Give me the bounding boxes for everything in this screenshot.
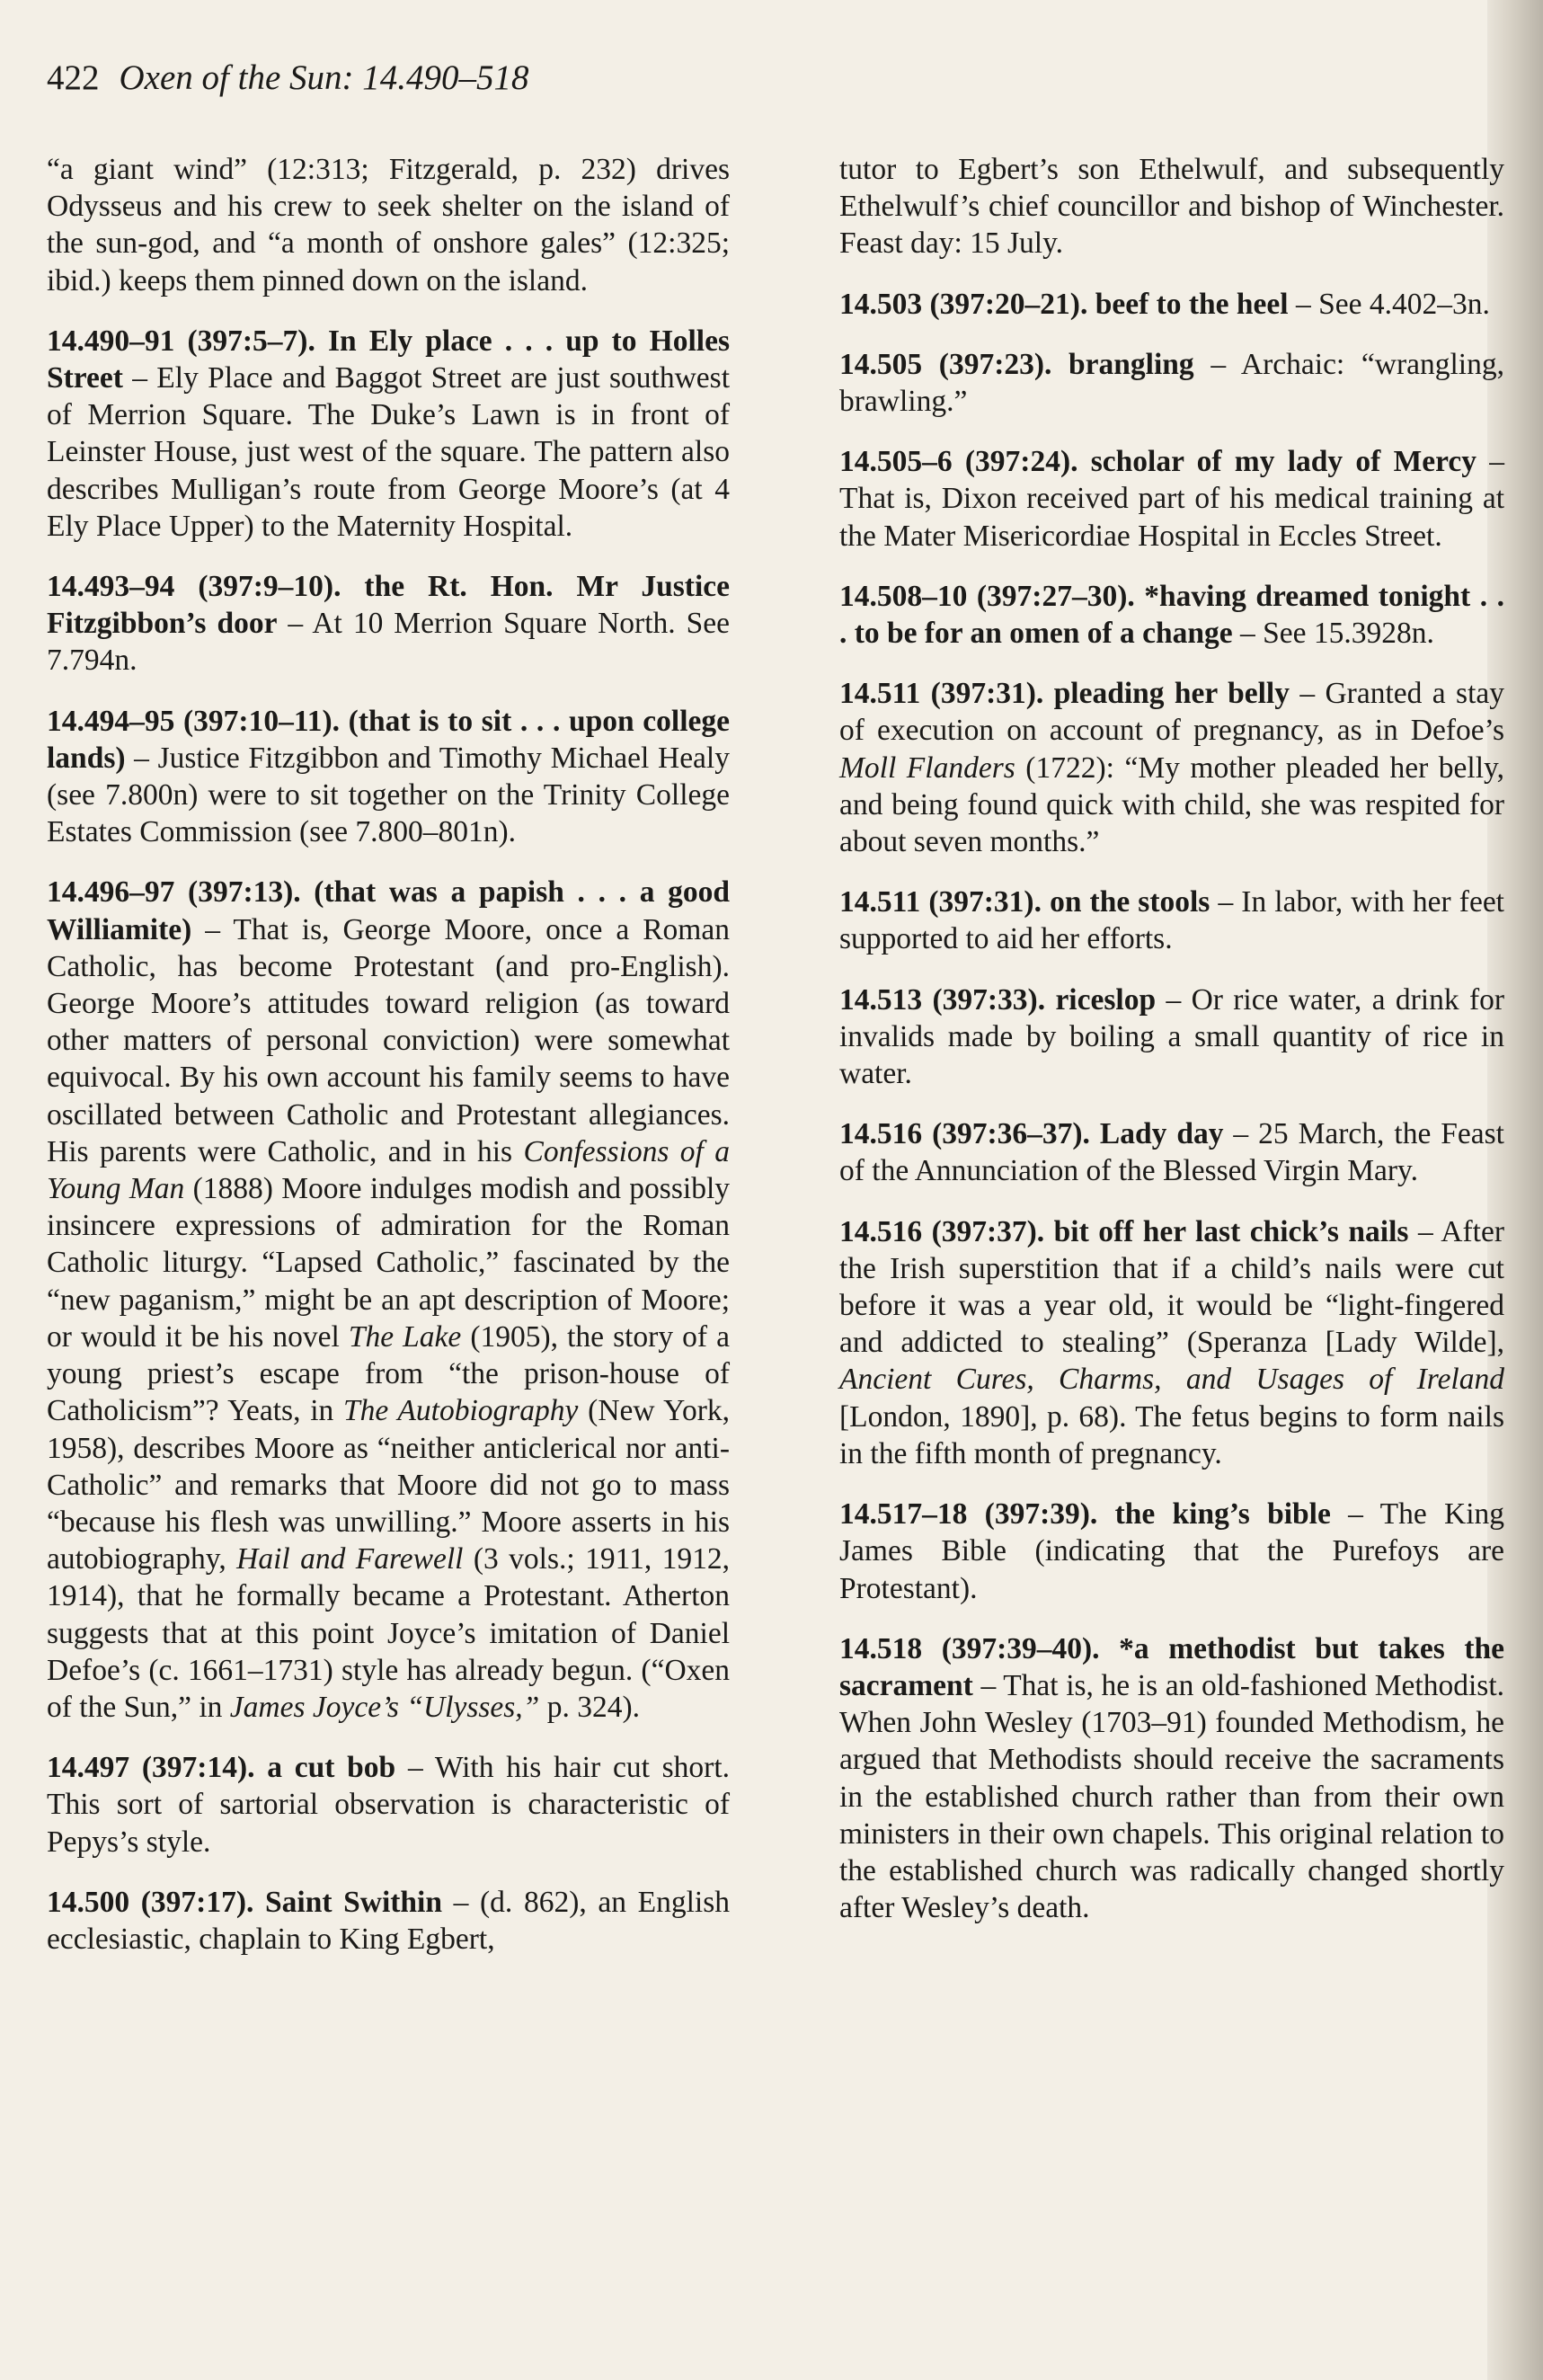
entry-text: – Ely Place and Baggot Street are just southwest of Merrion Square. The Duke’s Lawn is in front of Leinster House, just west of the square. The pattern also describes Mulligan’s route from George Moore’s (at 4 Ely Place Upper) to the Maternity Hospital. [47,361,730,543]
entry-text: – In labor, with her feet supported to aid her efforts. [839,885,1504,956]
entry-text: – Archaic: “wrangling, brawling.” [839,347,1504,419]
entry-text: (1722): “My mother pleaded her belly, and being found quick with child, she was respited for about seven months.” [839,750,1504,859]
entry-reference: 14.496–97 (397:13). (that was a papish . . . a good Williamite) [47,875,730,946]
annotation-entry [47,151,730,299]
annotation-entry [47,1884,730,1958]
entry-title-italic: Ancient Cures, Charms, and Usages of Ireland [839,1363,1504,1397]
entry-text: “a giant wind” (12:313; Fitzgerald, p. 232) drives Odysseus and his crew to seek shelter on the island of the sun-god, and “a month of onshore gales” (12:325; ibid.) keeps them pinned down on the island. [47,153,730,298]
entry-text: (3 vols.; 1911, 1912, 1914), that he formally became a Protestant. Atherton suggests that at this point Joyce’s imitation of Daniel Defoe’s (c. 1661–1731) style has already begun. (“Oxen of the Sun,” in [47,1542,730,1724]
annotation-entry [47,568,730,679]
entry-text: – Justice Fitzgibbon and Timothy Michael Healy (see 7.800n) were to sit together on the Trinity College Estates Commission (see 7.800–801n). [47,741,730,849]
entry-text: – See 4.402–3n. [1288,287,1490,321]
annotation-entry [839,981,1504,1093]
entry-reference: 14.511 (397:31). pleading her belly [839,677,1290,711]
entry-text: – Or rice water, a drink for invalids made by boiling a small quantity of rice in water. [839,982,1505,1091]
entry-reference: 14.494–95 (397:10–11). (that is to sit . . . upon college lands) [47,704,730,775]
entry-reference: 14.500 (397:17). Saint Swithin [47,1885,442,1919]
annotation-entry [839,1496,1504,1607]
entry-reference: 14.505–6 (397:24). scholar of my lady of Mercy [839,445,1476,479]
annotation-entry [47,874,730,1726]
annotation-entry [839,884,1504,957]
entry-reference: 14.490–91 (397:5–7). In Ely place . . . up to Holles Street [47,324,730,395]
entry-title-italic: The Lake [348,1319,462,1354]
annotation-entry [47,703,730,851]
entry-reference: 14.518 (397:39–40). *a methodist but takes the sacrament [839,1631,1504,1702]
entry-text: – The King James Bible (indicating that the Purefoys are Protestant). [839,1497,1504,1605]
entry-text: – At 10 Merrion Square North. See 7.794n. [47,607,730,678]
entry-text: – That is, he is an old-fashioned Methodist. When John Wesley (1703–91) founded Methodism, he argued that Methodists should receive the sacraments in the established church rather than from their own ministers in their own chapels. This original relation to the established church was radically changed shortly after Wesley’s death. [839,1668,1504,1925]
entry-reference: 14.513 (397:33). riceslop [839,982,1157,1017]
entry-text: – (d. 862), an English ecclesiastic, chaplain to King Egbert, [47,1885,730,1956]
entry-reference: 14.497 (397:14). a cut bob [47,1751,396,1785]
entry-reference: 14.516 (397:36–37). Lady day [839,1117,1224,1151]
entry-text: – With his hair cut short. This sort of sartorial observation is characteristic of Pepys’s style. [47,1751,731,1859]
annotation-entry [839,675,1504,860]
annotation-entry [839,346,1504,420]
entry-text: – 25 March, the Feast of the Annunciation of the Blessed Virgin Mary. [839,1117,1504,1188]
entry-reference: 14.511 (397:31). on the stools [839,885,1210,919]
entry-reference: 14.493–94 (397:9–10). the Rt. Hon. Mr Justice Fitzgibbon’s door [47,570,730,641]
entry-title-italic: Moll Flanders [839,750,1015,785]
annotation-entry [839,1630,1504,1927]
annotation-entry [839,151,1504,262]
entry-text: (1905), the story of a young priest’s escape from “the prison-house of Catholicism”? Yeats, in [47,1319,730,1428]
annotation-entry [47,323,730,545]
entry-text: p. 324). [539,1690,640,1724]
running-header [47,58,529,98]
entry-text: (New York, 1958), describes Moore as “neither anticlerical nor anti-Catholic” and remarks that Moore did not go to mass “because his flesh was unwilling.” Moore asserts in his autobiography, [47,1394,730,1576]
entry-title-italic: Hail and Farewell [236,1542,464,1576]
annotation-entry [47,1749,730,1860]
right-column [839,151,1504,1949]
entry-text: – See 15.3928n. [1232,617,1434,651]
entry-text: – That is, George Moore, once a Roman Catholic, has become Protestant (and pro-English). George Moore’s attitudes toward religion (as toward other matters of personal conviction) were somewhat equivocal. By his own account his family seems to have oscillated between Catholic and Protestant allegiances. His parents were Catholic, and in his [47,912,730,1168]
annotation-entry [839,1115,1504,1189]
entry-reference: 14.503 (397:20–21). beef to the heel [839,287,1289,321]
entry-text: [London, 1890], p. 68). The fetus begins to form nails in the fifth month of pregnancy. [839,1399,1504,1470]
entry-reference: 14.508–10 (397:27–30). *having dreamed tonight . . . to be for an omen of a change [839,579,1504,651]
entry-title-italic: Confessions of a Young Man [47,1134,731,1206]
entry-text: – Granted a stay of execution on account of pregnancy, as in Defoe’s [839,677,1504,748]
entry-text: (1888) Moore indulges modish and possibly insincere expressions of admiration for the Roman Catholic liturgy. “Lapsed Catholic,” fascinated by the “new paganism,” might be an apt description of Moore; or would it be his novel [47,1172,730,1354]
entry-reference: 14.517–18 (397:39). the king’s bible [839,1497,1331,1532]
page-number: 422 [47,58,100,97]
annotation-entry [839,1213,1504,1472]
annotation-entry [839,286,1504,323]
left-column [47,151,730,1981]
running-title: Oxen of the Sun: 14.490–518 [119,58,529,97]
entry-reference: 14.505 (397:23). brangling [839,347,1194,381]
entry-title-italic: The Autobiography [343,1394,579,1428]
entry-reference: 14.516 (397:37). bit off her last chick’s nails [839,1214,1409,1248]
entry-title-italic: James Joyce’s “Ulysses,” [229,1690,540,1724]
annotation-entry [839,578,1504,652]
entry-text: – After the Irish superstition that if a child’s nails were cut before it was a year old, it would be “light-fingered and addicted to stealing” (Speranza [Lady Wilde], [839,1214,1504,1360]
entry-text: – That is, Dixon received part of his medical training at the Mater Misericordiae Hospital in Eccles Street. [839,445,1505,553]
entry-text: tutor to Egbert’s son Ethelwulf, and subsequently Ethelwulf’s chief councillor and bishop of Winchester. Feast day: 15 July. [839,153,1504,261]
annotation-entry [839,443,1504,555]
